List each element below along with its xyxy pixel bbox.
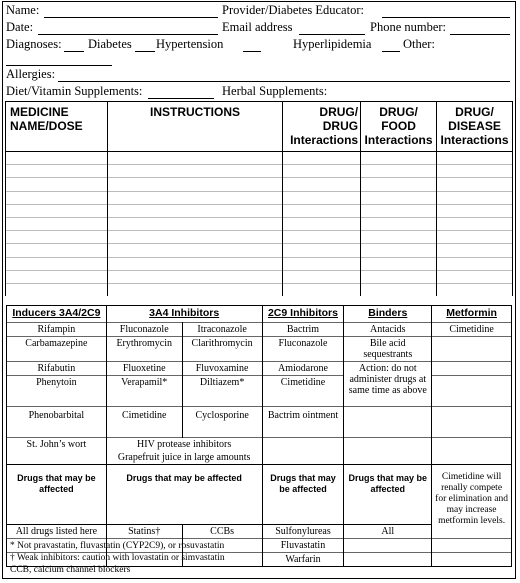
inhibitor-cell: Clarithromycin [182,337,262,362]
inhibitor-cell: Cimetidine [106,407,182,438]
medicine-cell[interactable] [107,257,282,270]
empty-cell [344,553,432,567]
diet-field[interactable] [148,98,214,99]
medicine-cell[interactable] [283,165,361,178]
inhibitor-cell: Fluconazole [106,323,182,337]
medicine-row[interactable] [6,165,513,178]
medicine-row[interactable] [6,244,513,257]
medicine-cell[interactable] [6,270,108,283]
medicine-cell[interactable] [361,270,437,283]
medicine-cell[interactable] [6,191,108,204]
medicine-cell[interactable] [283,204,361,217]
medicine-cell[interactable] [437,191,513,204]
medicine-cell[interactable] [6,204,108,217]
header-instructions: INSTRUCTIONS [107,102,282,152]
medicine-cell[interactable] [283,152,361,165]
other-label: Other: [403,37,435,51]
medicine-cell[interactable] [437,283,513,296]
medicine-cell[interactable] [6,244,108,257]
inhibitor-cell: Verapamil* [106,376,182,407]
name-field[interactable] [44,17,218,18]
allergies-field[interactable] [58,81,510,82]
inhibitor-shared-cell: HIV protease inhibitors [106,438,262,452]
medicine-cell[interactable] [437,165,513,178]
affected-label-binders: Drugs that may be affected [344,465,432,525]
metformin-cell [432,376,512,407]
medicine-row[interactable] [6,270,513,283]
medicine-row[interactable] [6,257,513,270]
c9-inhibitor-cell: Bactrim ointment [262,407,344,438]
inhibitor-cell: Erythromycin [106,337,182,362]
medicine-cell[interactable] [6,178,108,191]
inducer-cell: Phenytoin [7,376,107,407]
empty-cell [344,539,432,553]
header-drug-food: DRUG/ FOOD Interactions [361,102,437,152]
c9-inhibitor-cell: Amiodarone [262,362,344,376]
metformin-cell [432,337,512,362]
medicine-cell[interactable] [107,191,282,204]
footnote: † Weak inhibitors: caution with lovastatin or simvastatin [10,553,225,563]
medicine-table [5,101,513,296]
empty-cell [432,553,512,567]
medicine-cell[interactable] [437,244,513,257]
medicine-cell[interactable] [283,231,361,244]
medicine-row[interactable] [6,178,513,191]
medicine-cell[interactable] [283,217,361,230]
metformin-cell: Cimetidine [432,323,512,337]
email-field[interactable] [299,34,365,35]
affected-inducers: All drugs listed here [7,525,107,539]
medicine-cell[interactable] [283,270,361,283]
medicine-row[interactable] [6,152,513,165]
affected-2c9: Sulfonylureas [262,525,344,539]
binder-cell: Antacids [344,323,432,337]
date-label: Date: [6,20,34,34]
medicine-cell[interactable] [361,191,437,204]
header-metformin: Metformin [432,306,512,323]
affected-3a4-statins: Statins† [106,525,182,539]
provider-field[interactable] [382,17,510,18]
medicine-cell[interactable] [107,283,282,296]
header-binders: Binders [344,306,432,323]
medicine-cell[interactable] [6,152,108,165]
medicine-cell[interactable] [437,152,513,165]
medicine-row[interactable] [6,283,513,296]
phone-label: Phone number: [370,20,447,34]
medicine-cell[interactable] [6,217,108,230]
binder-action: Action: do not administer drugs at same time as above [344,362,432,407]
medicine-cell[interactable] [107,165,282,178]
medicine-cell[interactable] [361,257,437,270]
inducer-cell: Carbamazepine [7,337,107,362]
hyperlipidemia-label: Hyperlipidemia [293,37,372,51]
medicine-cell[interactable] [437,217,513,230]
footnote: * Not pravastatin, fluvastatin (CYP2C9), or rosuvastatin [10,541,225,551]
affected-label-2c9: Drugs that may be affected [262,465,344,525]
medicine-cell[interactable] [361,152,437,165]
header-drug-drug: DRUG/ DRUG Interactions [283,102,361,152]
medicine-cell[interactable] [361,204,437,217]
interactions-table [6,305,512,567]
binder-cell [344,407,432,438]
medicine-cell[interactable] [361,217,437,230]
c9-inhibitor-cell: Fluconazole [262,337,344,362]
inhibitor-cell: Itraconazole [182,323,262,337]
medicine-cell[interactable] [361,283,437,296]
other-field[interactable] [6,65,112,66]
medicine-cell[interactable] [283,257,361,270]
phone-field[interactable] [450,34,510,35]
medicine-cell[interactable] [107,231,282,244]
footnote: CCB, calcium channel blockers [10,565,131,575]
inducer-cell: Rifampin [7,323,107,337]
hypertension-checkbox[interactable] [135,51,155,52]
affected-3a4-ccbs: CCBs [182,525,262,539]
provider-label: Provider/Diabetes Educator: [222,3,364,17]
medicine-cell[interactable] [283,191,361,204]
header-drug-disease: DRUG/ DISEASE Interactions [437,102,513,152]
diabetes-checkbox[interactable] [64,51,84,52]
name-label: Name: [6,3,40,17]
medicine-cell[interactable] [6,231,108,244]
medicine-row[interactable] [6,191,513,204]
affected-binders: All [344,525,432,539]
allergies-label: Allergies: [6,67,56,81]
header-inducers: Inducers 3A4/2C9 [7,306,107,323]
diagnoses-label: Diagnoses: [6,37,62,51]
c9-inhibitor-cell: Bactrim [262,323,344,337]
inhibitor-shared-cell: Grapefruit juice in large amounts [106,451,262,465]
medicine-cell[interactable] [361,165,437,178]
medicine-cell[interactable] [437,178,513,191]
header-3a4-inhibitors: 3A4 Inhibitors [106,306,262,323]
header-medicine: MEDICINE NAME/DOSE [6,102,108,152]
medicine-cell[interactable] [107,204,282,217]
hyperlipidemia-checkbox[interactable] [243,51,261,52]
medicine-row[interactable] [6,217,513,230]
metformin-cell [432,438,512,465]
medicine-cell[interactable] [361,231,437,244]
medicine-cell[interactable] [437,270,513,283]
medicine-row[interactable] [6,204,513,217]
herbal-label: Herbal Supplements: [222,84,328,98]
medicine-cell[interactable] [361,178,437,191]
medicine-cell[interactable] [437,231,513,244]
medicine-cell[interactable] [6,257,108,270]
empty-cell [432,539,512,553]
date-field[interactable] [38,34,218,35]
metformin-cell [432,407,512,438]
medicine-cell[interactable] [107,244,282,257]
affected-2c9: Warfarin [262,553,344,567]
medicine-cell[interactable] [283,178,361,191]
medicine-cell[interactable] [361,244,437,257]
inducer-cell: Rifabutin [7,362,107,376]
medicine-row[interactable] [6,231,513,244]
other-checkbox[interactable] [382,51,400,52]
footnotes [10,540,225,576]
medicine-cell[interactable] [437,204,513,217]
medicine-cell[interactable] [107,152,282,165]
inhibitor-cell: Fluoxetine [106,362,182,376]
metformin-cell [432,362,512,376]
medicine-cell[interactable] [107,217,282,230]
affected-label-inducers: Drugs that may be affected [7,465,107,525]
binder-cell: Bile acid sequestrants [344,337,432,362]
medicine-cell[interactable] [437,257,513,270]
metformin-note: Cimetidine will renally compete for elimination and may increase metformin levels. [432,465,512,539]
email-label: Email address [222,20,293,34]
affected-2c9: Fluvastatin [262,539,344,553]
medicine-cell[interactable] [6,165,108,178]
binder-cell [344,438,432,465]
header-2c9-inhibitors: 2C9 Inhibitors [262,306,344,323]
affected-label-3a4: Drugs that may be affected [106,465,262,525]
medicine-cell[interactable] [107,178,282,191]
inhibitor-cell: Diltiazem* [182,376,262,407]
medicine-cell[interactable] [6,283,108,296]
medicine-cell[interactable] [283,283,361,296]
medicine-cell[interactable] [107,270,282,283]
inhibitor-cell: Fluvoxamine [182,362,262,376]
diabetes-label: Diabetes [88,37,132,51]
diet-label: Diet/Vitamin Supplements: [6,84,143,98]
inducer-cell: Phenobarbital [7,407,107,438]
hypertension-label: Hypertension [156,37,224,51]
medicine-cell[interactable] [283,244,361,257]
c9-inhibitor-cell: Cimetidine [262,376,344,407]
inhibitor-cell: Cyclosporine [182,407,262,438]
inducer-cell: St. John’s wort [7,438,107,465]
c9-inhibitor-cell [262,438,344,465]
